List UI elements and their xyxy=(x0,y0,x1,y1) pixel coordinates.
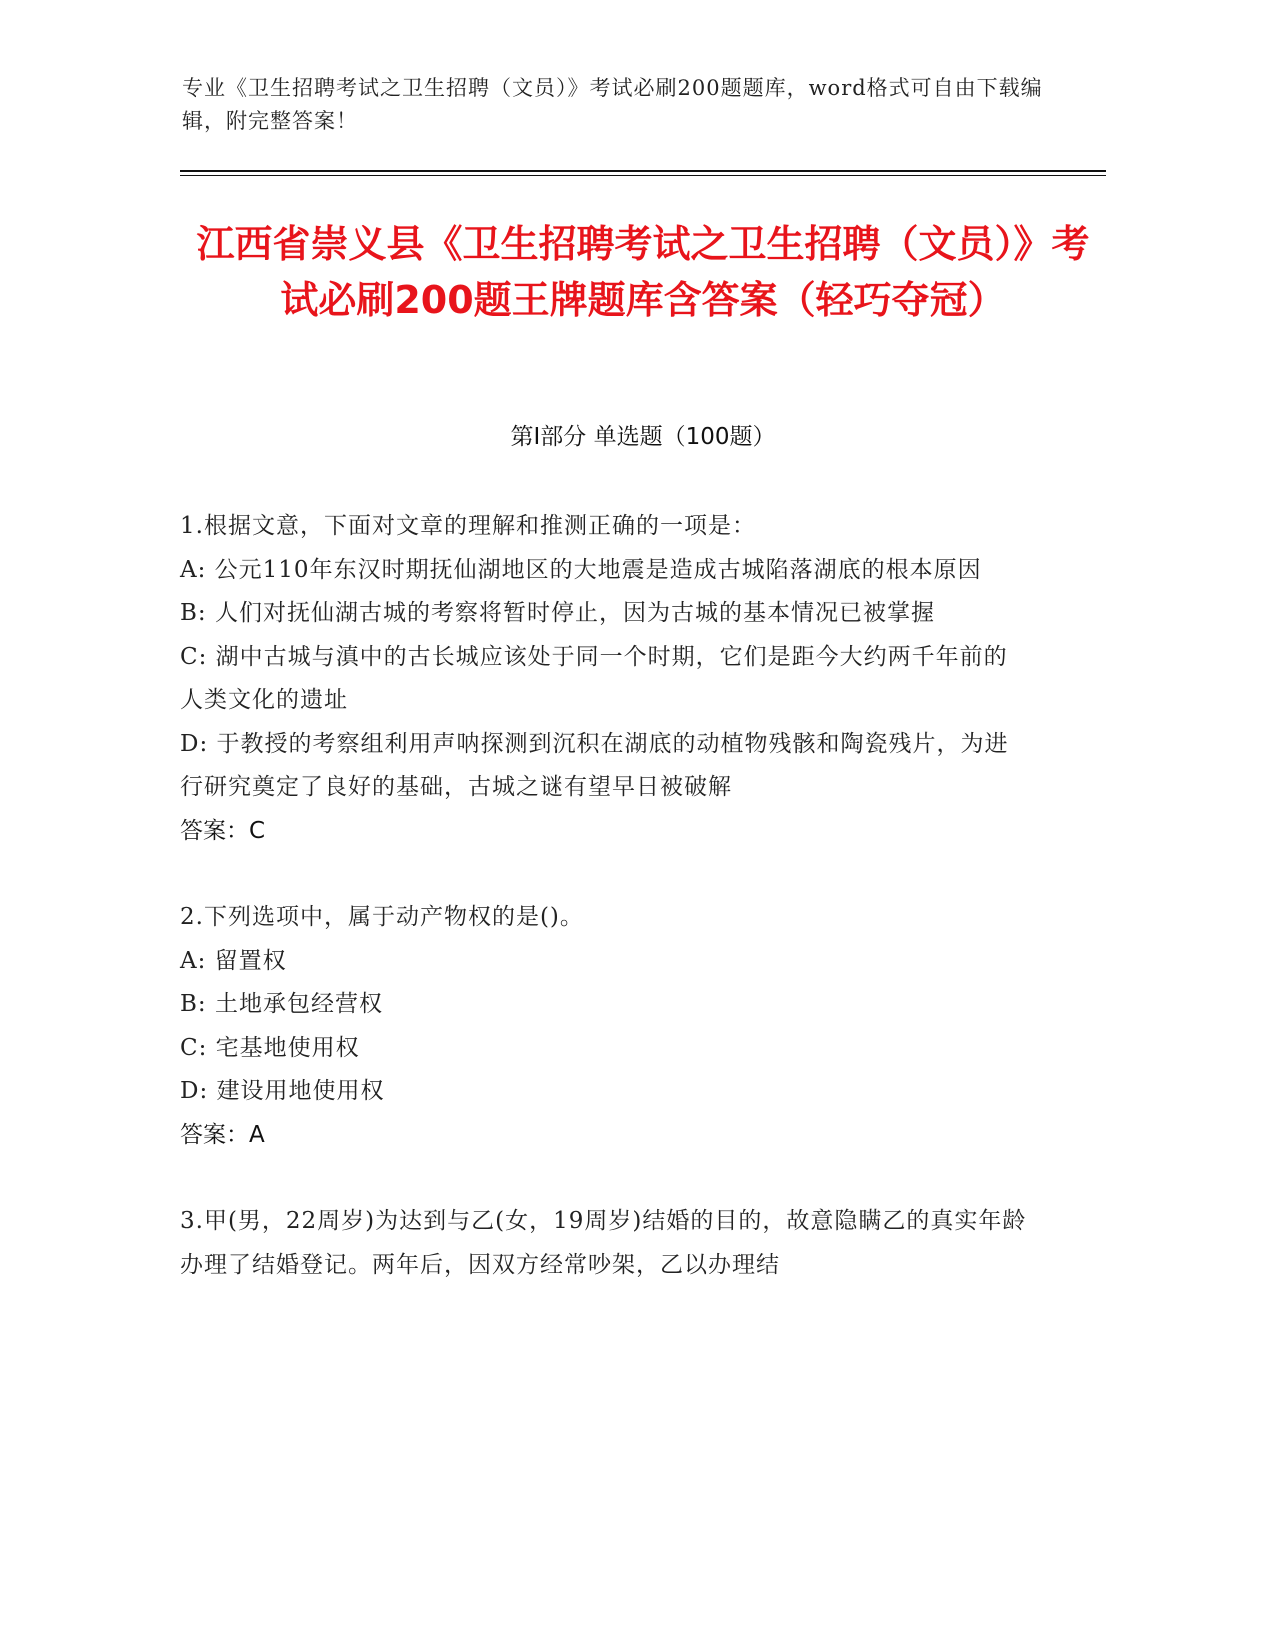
section-heading: 第I部分 单选题（100题） xyxy=(510,424,776,450)
option-d: D: 建设用地使用权 xyxy=(180,1078,385,1104)
question-list xyxy=(180,505,1030,1330)
option-c: C: 宅基地使用权 xyxy=(180,1034,360,1061)
question-stem: 1.根据文意，下面对文章的理解和推测正确的一项是： xyxy=(180,513,756,539)
document-title: 江西省崇义县《卫生招聘考试之卫生招聘（文员）》考试必刷200题王牌题库含答案（轻巧夺冠） xyxy=(196,222,1090,322)
option-b: B: 人们对抚仙湖古城的考察将暂时停止，因为古城的基本情况已被掌握 xyxy=(180,600,935,626)
option-d: D: 于教授的考察组利用声呐探测到沉积在湖底的动植物残骸和陶瓷残片，为进行研究奠定了良好的基础，古城之谜有望早日被破解 xyxy=(180,730,1009,800)
header-divider-thick xyxy=(180,170,1106,172)
question-3 xyxy=(180,1200,1030,1287)
option-b: B: 土地承包经营权 xyxy=(180,991,383,1017)
question-2 xyxy=(180,896,1030,1157)
intro-text: 专业《卫生招聘考试之卫生招聘（文员）》考试必刷200题题库，word格式可自由下载编辑，附完整答案！ xyxy=(182,76,1043,133)
question-1 xyxy=(180,505,1030,853)
question-stem: 3.甲(男，22周岁)为达到与乙(女，19周岁)结婚的目的，故意隐瞒乙的真实年龄办理了结婚登记。两年后，因双方经常吵架，乙以办理结 xyxy=(180,1208,1027,1278)
question-stem: 2.下列选项中，属于动产物权的是()。 xyxy=(180,904,584,930)
option-a: A: 公元110年东汉时期抚仙湖地区的大地震是造成古城陷落湖底的根本原因 xyxy=(180,556,982,583)
option-a: A: 留置权 xyxy=(180,947,287,974)
answer: 答案：C xyxy=(180,817,266,844)
answer: 答案：A xyxy=(180,1121,265,1148)
header-divider-thin xyxy=(180,175,1106,176)
option-c: C: 湖中古城与滇中的古长城应该处于同一个时期，它们是距今大约两千年前的人类文化的遗址 xyxy=(180,643,1008,713)
